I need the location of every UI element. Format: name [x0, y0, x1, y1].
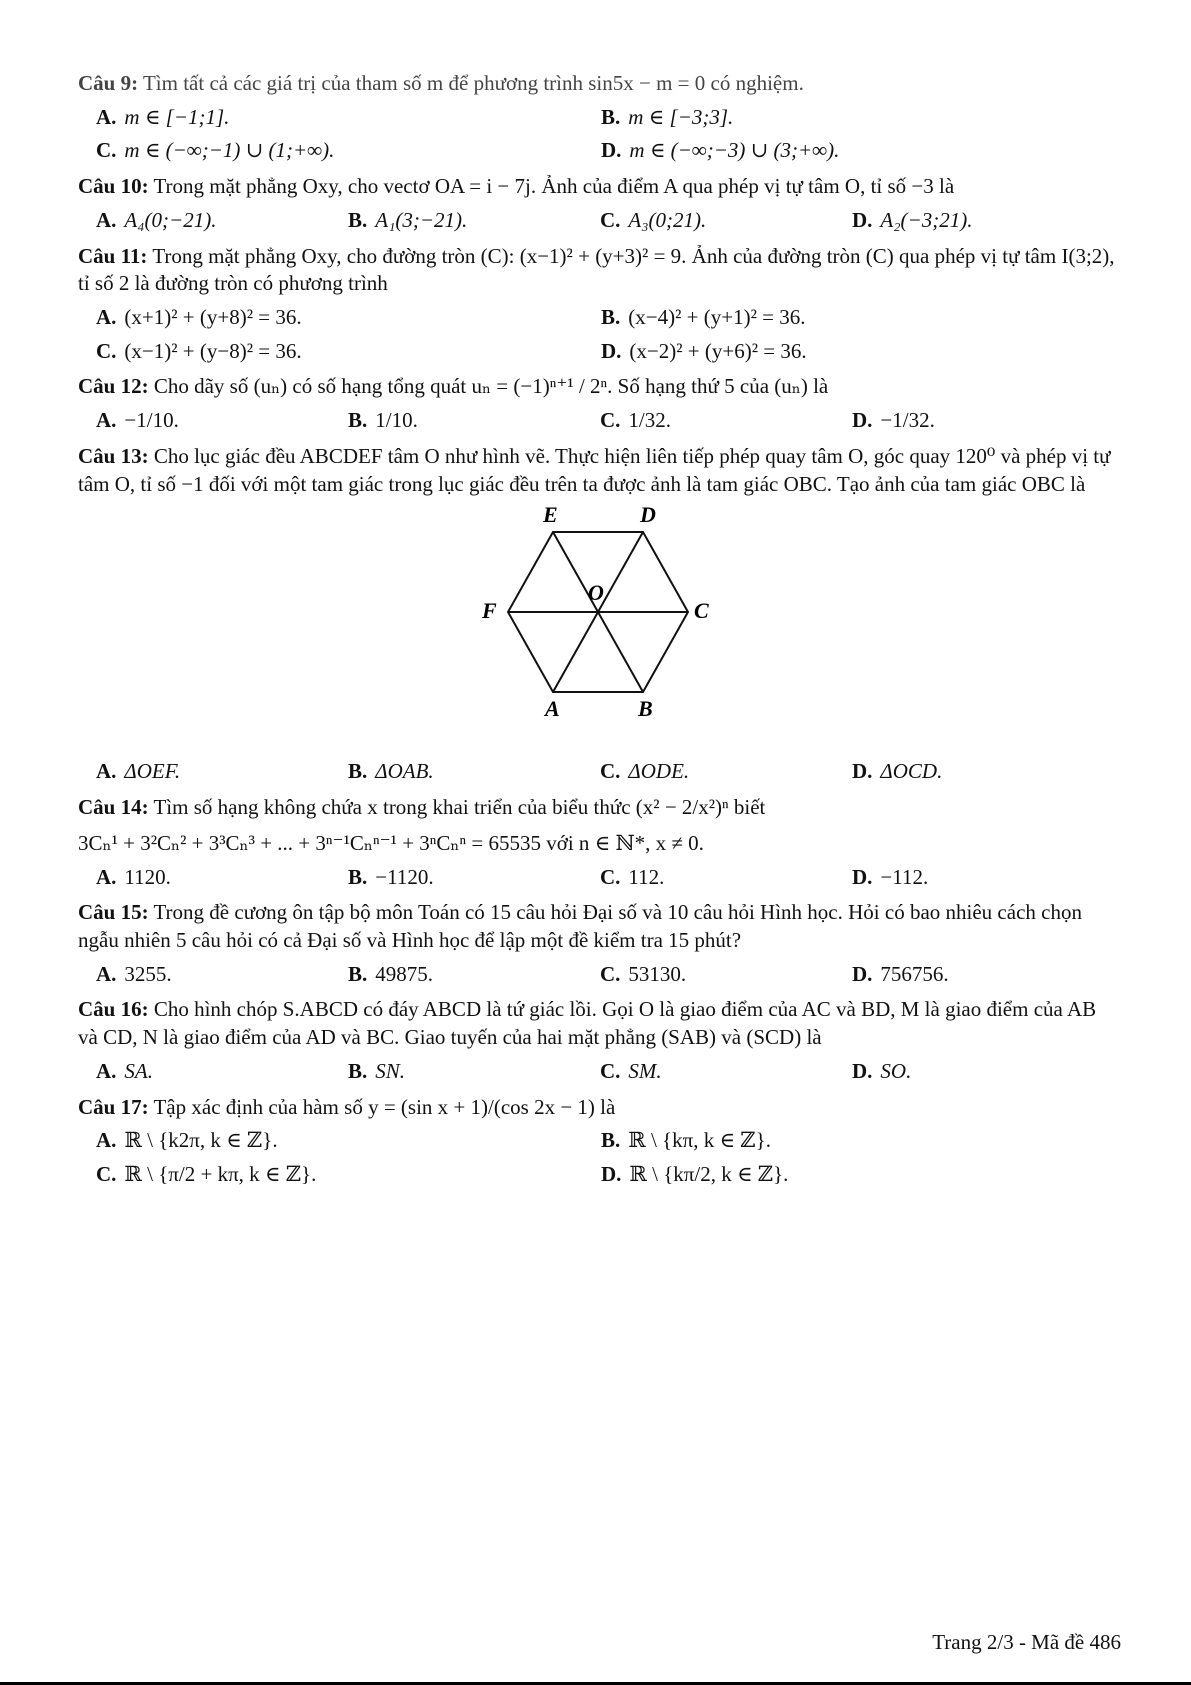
question-14	[78, 794, 1118, 857]
option-text: A₂(−3;21).	[880, 207, 973, 232]
option-a[interactable]	[78, 407, 330, 435]
question-label: Câu 13:	[78, 443, 149, 468]
option-letter: D.	[852, 961, 873, 986]
option-text: m ∈ (−∞;−1) ∪ (1;+∞).	[124, 138, 335, 163]
option-letter: A.	[96, 408, 117, 433]
question-text: Tìm số hạng không chứa x trong khai triển của biểu thức (x² − 2/x²)ⁿ biết	[153, 795, 766, 820]
option-d[interactable]	[583, 1161, 1088, 1189]
option-c[interactable]	[582, 864, 834, 892]
option-text: 756756.	[880, 961, 949, 986]
question-11	[78, 243, 1118, 298]
option-letter: B.	[601, 305, 621, 330]
option-letter: D.	[601, 338, 622, 363]
question-text: Cho hình chóp S.ABCD có đáy ABCD là tứ giác lồi. Gọi O là giao điểm của AC và BD, M là giao điểm của AB và CD, N là giao điểm của AD và BC. Giao tuyến của hai mặt phẳng (SAB) và (SCD) là	[78, 997, 1097, 1050]
options-11	[78, 304, 1118, 365]
question-text: Cho dãy số (uₙ) có số hạng tổng quát uₙ = (−1)ⁿ⁺¹ / 2ⁿ. Số hạng thứ 5 của (uₙ) là	[153, 374, 829, 399]
option-letter: D.	[601, 1161, 622, 1186]
options-12	[78, 407, 1118, 435]
option-text: ΔOCD.	[880, 759, 943, 784]
vertex-label-b: B	[638, 696, 653, 722]
option-c[interactable]	[78, 1161, 583, 1189]
option-letter: B.	[348, 961, 368, 986]
option-letter: D.	[852, 759, 873, 784]
option-text: ΔOEF.	[124, 759, 181, 784]
question-text: Trong mặt phẳng Oxy, cho vectơ OA = i − 7j. Ảnh của điểm A qua phép vị tự tâm O, tỉ số −3 là	[153, 174, 955, 199]
option-c[interactable]	[582, 207, 834, 235]
option-a[interactable]	[78, 961, 330, 989]
question-12	[78, 373, 1118, 401]
option-d[interactable]	[834, 758, 1086, 786]
option-letter: B.	[348, 408, 368, 433]
question-label: Câu 10:	[78, 174, 149, 199]
option-text: A₁(3;−21).	[375, 207, 468, 232]
question-10	[78, 173, 1118, 201]
option-letter: D.	[852, 408, 873, 433]
question-text: Tìm tất cả các giá trị của tham số m để phương trình sin5x − m = 0 có nghiệm.	[142, 71, 804, 95]
vertex-label-a: A	[545, 696, 560, 722]
vertex-label-d: D	[640, 504, 656, 528]
option-text: m ∈ (−∞;−3) ∪ (3;+∞).	[629, 138, 840, 163]
option-letter: B.	[601, 104, 621, 129]
option-letter: A.	[96, 104, 117, 129]
option-letter: B.	[348, 864, 368, 889]
option-letter: D.	[601, 138, 622, 163]
question-text: Trong đề cương ôn tập bộ môn Toán có 15 câu hỏi Đại số và 10 câu hỏi Hình học. Hỏi có bao nhiêu cách chọn ngẫu nhiên 5 câu hỏi có cả Đại số và Hình học để lập một đề kiểm tra 15 phút?	[78, 900, 1082, 952]
question-text: Trong mặt phẳng Oxy, cho đường tròn (C): (x−1)² + (y+3)² = 9. Ảnh của đường tròn (C) qua phép vị tự tâm I(3;2), tỉ số 2 là đường tròn có phương trình	[78, 243, 1115, 296]
option-text: A₄(0;−21).	[124, 207, 217, 232]
options-9	[78, 104, 1118, 165]
option-c[interactable]	[582, 1058, 834, 1086]
option-a[interactable]	[78, 104, 583, 132]
option-letter: C.	[600, 1058, 621, 1083]
option-d[interactable]	[834, 207, 1086, 235]
option-text: ℝ \ {k2π, k ∈ ℤ}.	[124, 1128, 278, 1153]
option-letter: D.	[852, 207, 873, 232]
option-letter: C.	[600, 961, 621, 986]
option-text: 3255.	[124, 961, 172, 986]
exam-page	[78, 70, 1118, 1197]
option-d[interactable]	[834, 1058, 1086, 1086]
option-b[interactable]	[330, 961, 582, 989]
option-text: SA.	[124, 1058, 153, 1083]
option-text: 1/10.	[375, 408, 418, 433]
option-letter: A.	[96, 207, 117, 232]
option-text: ΔODE.	[628, 759, 690, 784]
option-d[interactable]	[583, 137, 1088, 165]
option-letter: C.	[96, 1161, 117, 1186]
option-c[interactable]	[78, 338, 583, 366]
option-text: 1/32.	[628, 408, 672, 433]
option-text: 112.	[628, 864, 665, 889]
option-text: ΔOAB.	[375, 759, 434, 784]
options-15	[78, 961, 1118, 989]
option-a[interactable]	[78, 304, 583, 332]
question-label: Câu 15:	[78, 900, 149, 925]
hexagon-diagram	[448, 504, 748, 754]
option-b[interactable]	[330, 407, 582, 435]
option-a[interactable]	[78, 758, 330, 786]
option-a[interactable]	[78, 864, 330, 892]
options-13	[78, 758, 1118, 786]
option-text: SO.	[880, 1058, 912, 1083]
option-letter: A.	[96, 1058, 117, 1083]
option-c[interactable]	[78, 137, 583, 165]
option-text: m ∈ [−1;1].	[124, 104, 230, 129]
option-letter: B.	[348, 1058, 368, 1083]
option-a[interactable]	[78, 207, 330, 235]
option-b[interactable]	[330, 1058, 582, 1086]
option-text: (x−2)² + (y+6)² = 36.	[629, 338, 807, 363]
option-b[interactable]	[583, 1127, 1088, 1155]
option-b[interactable]	[330, 864, 582, 892]
option-letter: C.	[96, 138, 117, 163]
option-letter: A.	[96, 961, 117, 986]
option-text: −1120.	[375, 864, 434, 889]
question-13	[78, 443, 1118, 498]
option-text: SN.	[375, 1058, 406, 1083]
option-letter: D.	[852, 864, 873, 889]
option-d[interactable]	[583, 338, 1088, 366]
question-label: Câu 16:	[78, 997, 149, 1022]
option-letter: B.	[348, 207, 368, 232]
option-text: 53130.	[628, 961, 687, 986]
option-text: 49875.	[375, 961, 434, 986]
option-letter: C.	[96, 338, 117, 363]
option-text: −1/10.	[124, 408, 179, 433]
option-text: −1/32.	[880, 408, 935, 433]
option-text: (x−1)² + (y−8)² = 36.	[124, 338, 302, 363]
hexagon-figure	[78, 504, 1118, 754]
option-letter: C.	[600, 408, 621, 433]
option-text: (x+1)² + (y+8)² = 36.	[124, 305, 302, 330]
options-16	[78, 1058, 1118, 1086]
question-16	[78, 996, 1118, 1051]
option-d[interactable]	[834, 864, 1086, 892]
question-label: Câu 9:	[78, 71, 139, 95]
option-letter: B.	[601, 1128, 621, 1153]
option-letter: A.	[96, 1128, 117, 1153]
question-text: Tập xác định của hàm số y = (sin x + 1)/(cos 2x − 1) là	[153, 1094, 616, 1119]
question-9	[78, 70, 1118, 98]
option-letter: C.	[600, 207, 621, 232]
option-text: SM.	[628, 1058, 662, 1083]
option-text: (x−4)² + (y+1)² = 36.	[628, 305, 806, 330]
vertex-label-c: C	[694, 598, 709, 624]
option-c[interactable]	[582, 407, 834, 435]
question-label: Câu 14:	[78, 795, 149, 820]
option-text: 1120.	[124, 864, 171, 889]
option-a[interactable]	[78, 1127, 583, 1155]
option-d[interactable]	[834, 407, 1086, 435]
question-label: Câu 11:	[78, 243, 148, 268]
option-text: ℝ \ {π/2 + kπ, k ∈ ℤ}.	[124, 1161, 317, 1186]
option-text: −112.	[880, 864, 929, 889]
page-footer: Trang 2/3 - Mã đề 486	[932, 1630, 1121, 1655]
option-letter: A.	[96, 759, 117, 784]
option-b[interactable]	[330, 207, 582, 235]
question-label: Câu 17:	[78, 1094, 149, 1119]
option-a[interactable]	[78, 1058, 330, 1086]
center-label-o: O	[588, 580, 604, 606]
option-letter: C.	[600, 864, 621, 889]
option-b[interactable]	[330, 758, 582, 786]
question-condition: 3Cₙ¹ + 3²Cₙ² + 3³Cₙ³ + ... + 3ⁿ⁻¹Cₙⁿ⁻¹ + 3ⁿCₙⁿ = 65535 với n ∈ ℕ*, x ≠ 0.	[78, 830, 704, 855]
vertex-label-e: E	[543, 504, 558, 528]
option-text: ℝ \ {kπ/2, k ∈ ℤ}.	[629, 1161, 789, 1186]
option-letter: C.	[600, 759, 621, 784]
question-text: Cho lục giác đều ABCDEF tâm O như hình vẽ. Thực hiện liên tiếp phép quay tâm O, góc quay 120⁰ và phép vị tự tâm O, tỉ số −1 đối với một tam giác trong lục giác đều trên ta được ảnh là tam giác OBC. Tạo ảnh của tam giác OBC là	[78, 443, 1111, 496]
question-17	[78, 1094, 1118, 1122]
option-b[interactable]	[583, 104, 1088, 132]
option-letter: B.	[348, 759, 368, 784]
option-c[interactable]	[582, 758, 834, 786]
option-letter: D.	[852, 1058, 873, 1083]
option-letter: A.	[96, 864, 117, 889]
option-b[interactable]	[583, 304, 1088, 332]
option-text: m ∈ [−3;3].	[628, 104, 734, 129]
option-c[interactable]	[582, 961, 834, 989]
options-17	[78, 1127, 1118, 1188]
option-text: ℝ \ {kπ, k ∈ ℤ}.	[628, 1128, 771, 1153]
option-letter: A.	[96, 305, 117, 330]
question-15	[78, 899, 1118, 954]
vertex-label-f: F	[482, 598, 497, 624]
option-d[interactable]	[834, 961, 1086, 989]
question-label: Câu 12:	[78, 374, 149, 399]
options-10	[78, 207, 1118, 235]
options-14	[78, 864, 1118, 892]
option-text: A₃(0;21).	[628, 207, 707, 232]
